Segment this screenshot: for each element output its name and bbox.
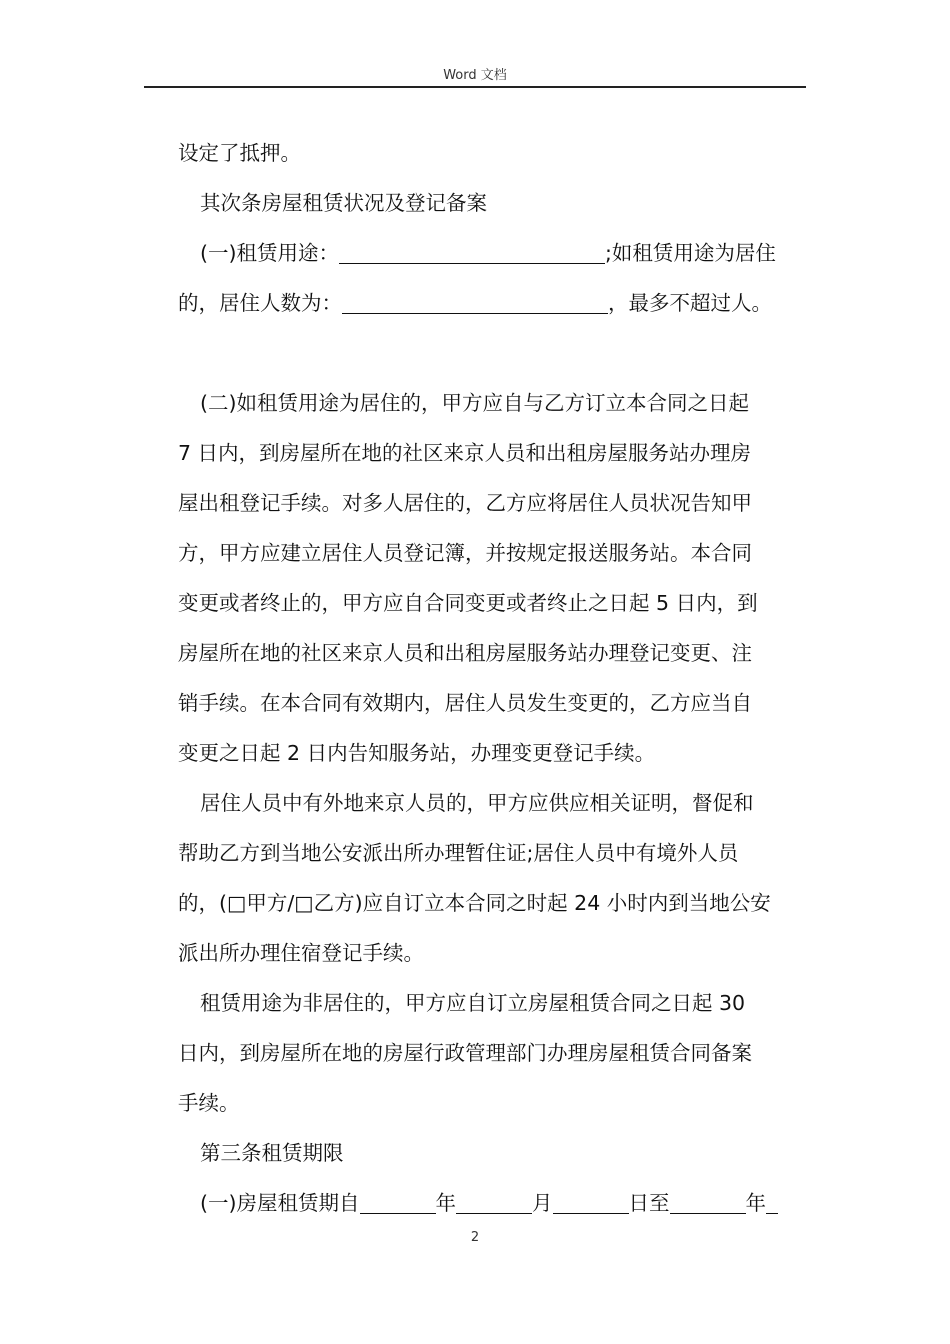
text-segment: (一)租赁用途： — [200, 241, 339, 265]
fill-in-blank[interactable] — [670, 1183, 746, 1214]
paragraph-line: 变更或者终止的，甲方应自合同变更或者终止之日起 5 日内，到 — [178, 591, 758, 615]
paragraph-line: 日内，到房屋所在地的房屋行政管理部门办理房屋租赁合同备案 — [178, 1041, 752, 1065]
fill-in-blank[interactable] — [339, 233, 605, 264]
paragraph-line: 帮助乙方到当地公安派出所办理暂住证;居住人员中有境外人员 — [178, 841, 739, 865]
text-segment: 年 — [745, 1191, 766, 1215]
paragraph-gap — [178, 328, 808, 378]
header-divider — [144, 86, 806, 88]
document-body — [178, 128, 808, 1228]
fill-in-blank[interactable] — [553, 1183, 629, 1214]
fill-in-blank[interactable] — [766, 1183, 778, 1214]
paragraph-line: 派出所办理住宿登记手续。 — [178, 941, 424, 965]
paragraph-line: 设定了抵押。 — [178, 141, 301, 165]
text-segment: 年 — [435, 1191, 456, 1215]
text-segment: 月 — [532, 1191, 553, 1215]
paragraph-line: 手续。 — [178, 1091, 240, 1115]
paragraph-line: 居住人员中有外地来京人员的，甲方应供应相关证明，督促和 — [200, 791, 754, 815]
paragraph-line — [178, 1178, 808, 1228]
text-segment: 日至 — [628, 1191, 670, 1215]
paragraph-line — [178, 228, 808, 278]
fill-in-blank[interactable] — [342, 283, 608, 314]
paragraph-line: 销手续。在本合同有效期内，居住人员发生变更的，乙方应当自 — [178, 691, 752, 715]
paragraph-line: 的，(□甲方/□乙方)应自订立本合同之时起 24 小时内到当地公安 — [178, 891, 771, 915]
paragraph-line: 7 日内，到房屋所在地的社区来京人员和出租房屋服务站办理房 — [178, 441, 752, 465]
fill-in-blank[interactable] — [360, 1183, 436, 1214]
section-heading: 其次条房屋租赁状况及登记备案 — [200, 191, 487, 215]
paragraph-line: 房屋所在地的社区来京人员和出租房屋服务站办理登记变更、注 — [178, 641, 752, 665]
paragraph-line: 屋出租登记手续。对多人居住的，乙方应将居住人员状况告知甲 — [178, 491, 752, 515]
text-segment: ，最多不超过人。 — [608, 291, 772, 315]
text-segment: (一)房屋租赁期自 — [200, 1191, 360, 1215]
paragraph-line: (二)如租赁用途为居住的，甲方应自与乙方订立本合同之日起 — [200, 391, 749, 415]
page-number: 2 — [470, 1230, 480, 1245]
section-heading: 第三条租赁期限 — [200, 1141, 344, 1165]
fill-in-blank[interactable] — [456, 1183, 532, 1214]
paragraph-line: 方，甲方应建立居住人员登记簿，并按规定报送服务站。本合同 — [178, 541, 752, 565]
text-segment: ;如租赁用途为居住 — [605, 241, 776, 265]
text-segment: 的，居住人数为： — [178, 291, 342, 315]
paragraph-line — [178, 278, 808, 328]
document-header: Word 文档 — [443, 68, 507, 83]
paragraph-line: 变更之日起 2 日内告知服务站，办理变更登记手续。 — [178, 741, 656, 765]
paragraph-line: 租赁用途为非居住的，甲方应自订立房屋租赁合同之日起 30 — [200, 991, 746, 1015]
